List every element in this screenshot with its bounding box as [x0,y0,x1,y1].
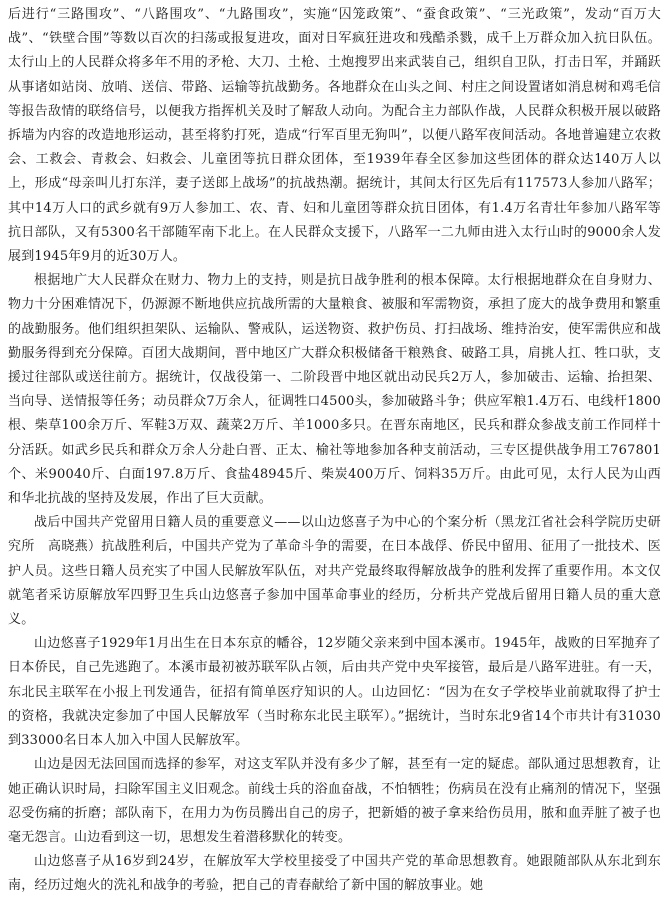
paragraph-4: 山边悠喜子1929年1月出生在日本东京的幡谷，12岁随父亲来到中国本溪市。1945年，战败的日军抛弃了日本侨民，自己先逃跑了。本溪市最初被苏联军队占领，后由共产党中央军接管，最后是八路军进驻。有一天，东北民主联军在小报上刊发通告，征招有简单医疗知识的人。山边回忆：“因为在女子学校毕业前就取得了护士的资格，我就决定参加了中国人民解放军（当时称东北民主联军）。”据统计，当时东北9省14个市共计有31030到33000名日本人加入中国人民解放军。 [8,636,661,749]
paragraph-6: 山边悠喜子从16岁到24岁，在解放军大学校里接受了中国共产党的革命思想教育。她跟随部队从东北到东南，经历过炮火的洗礼和战争的考验，把自己的青春献给了新中国的解放事业。她 [8,854,661,894]
paragraph-1: 后进行“三路围攻”、“八路围攻”、“九路围攻”，实施“囚笼政策”、“蚕食政策”、“三光政策”，发动“百万大战”、“铁壁合围”等数以百次的扫荡或报复进攻，面对日军疯狂进攻和残酷杀戮，成千上万群众加入抗日队伍。太行山上的人民群众将多年不用的矛枪、大刀、土枪、土炮搜罗出来武装自己，组织自卫队，打击日军，并踊跃从事诸如站岗、放哨、送信、带路、运输等抗战勤务。各地群众在山头之间、村庄之间设置诸如消息树和鸡毛信等报告敌情的联络信号，以便我方指挥机关及时了解敌人动向。为配合主力部队作战，人民群众积极开展以破路拆墙为内容的改造地形运动，甚至将豹打死，造成“行军百里无狗叫”，以便八路军夜间活动。各地普遍建立农救会、工救会、青救会、妇救会、儿童团等抗日群众团体，至1939年春全区参加这些团体的群众达140万人以上，形成“母亲叫儿打东洋，妻子送郎上战场”的抗战热潮。据统计，其间太行区先后有117573人参加八路军；其中14万人口的武乡就有9万人参加工、农、青、妇和儿童团等群众抗日团体，有1.4万名青壮年参加八路军等抗日部队，又有5300名干部随军南下北上。在人民群众支援下，八路军一二九师由进入太行山时的9000余人发展到1945年9月的近30万人。 [8,7,661,265]
paragraph-2: 根据地广大人民群众在财力、物力上的支持，则是抗日战争胜利的根本保障。太行根据地群众在自身财力、物力十分困难情况下，仍源源不断地供应抗战所需的大量粮食、被服和军需物资，承担了庞大的战争费用和繁重的战勤服务。他们组织担架队、运输队、警戒队，运送物资、救护伤员、打扫战场、维持治安，使军需供应和战勤服务得到充分保障。百团大战期间，晋中地区广大群众积极储备干粮熟食、破路工具，肩挑人扛、牲口驮，支援过往部队或送往前方。据统计，仅战役第一、二阶段晋中地区就出动民兵2万人，参加破击、运输、抬担架、当向导、送情报等任务；动员群众7万余人，征调牲口4500头，参加破路斗争；供应军粮1.4万石、电线杆1800根、柴草100余万斤、军鞋3万双、蔬菜2万斤、羊1000多只。在晋东南地区，民兵和群众参战支前工作同样十分活跃。如武乡民兵和群众万余人分赴白晋、正太、榆社等地参加各种支前活动，三专区提供战争用工767801个、米90040斤、白面197.8万斤、食盐48945斤、柴炭400万斤、饲料35万斤。由此可见，太行人民为山西和华北抗战的坚持及发展，作出了巨大贡献。 [8,273,661,507]
paragraph-3: 战后中国共产党留用日籍人员的重要意义——以山边悠喜子为中心的个案分析（黑龙江省社会科学院历史研究所 高晓燕）抗战胜利后，中国共产党为了革命斗争的需要，在日本战俘、侨民中留用、征用了一批技术、医护人员。这些日籍人员充实了中国人民解放军队伍，对共产党最终取得解放战争的胜利发挥了重要作用。本文仅就笔者采访原解放军四野卫生兵山边悠喜子参加中国革命事业的经历，分析共产党战后留用日籍人员的重大意义。 [8,515,661,628]
paragraph-5: 山边是因无法回国而选择的参军，对这支军队并没有多少了解，甚至有一定的疑虑。部队通过思想教育，让她正确认识时局，扫除军国主义旧观念。前线士兵的浴血奋战，不怕牺牲；伤病员在没有止痛剂的情况下，坚强忍受伤痛的折磨；部队南下，在用力为伤员腾出自己的房子，把新婚的被子拿来给伤员用，脓和血弄脏了被子也毫无怨言。山边看到这一切，思想发生着潜移默化的转变。 [8,757,661,845]
